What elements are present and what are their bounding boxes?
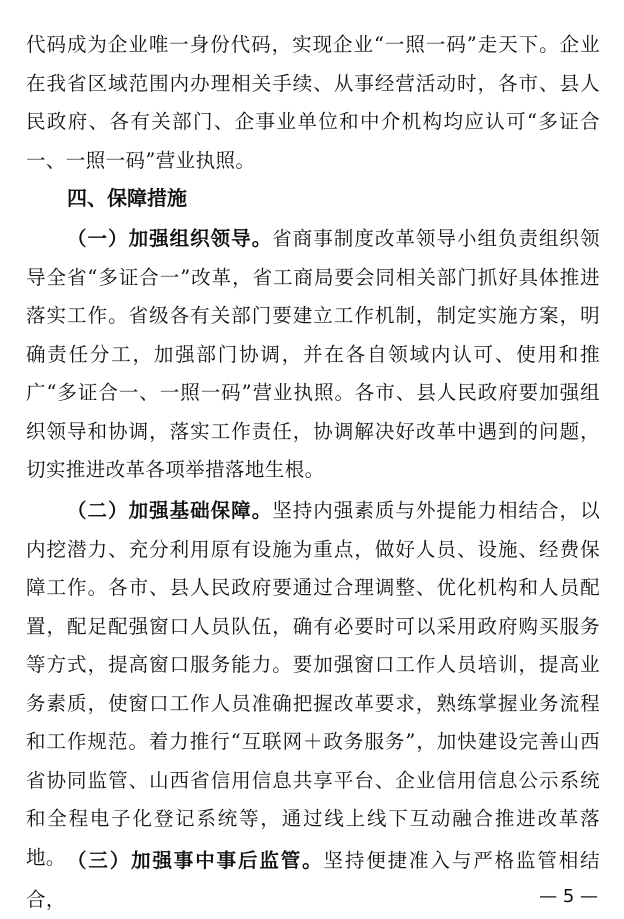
paragraph-intro-text: 代码成为企业唯一身份代码，实现企业“一照一码”走天下。企业在我省区域范围内办理相关手续、从事经营活动时，各市、县人民政府、各有关部门、企事业单位和中介机构均应认可“多证合一、一照一码”营业执照。 [26,33,600,172]
item-1-text: 省商事制度改革领导小组负责组织领导全省“多证合一”改革，省工商局要会同相关部门抓好具体推进落实工作。省级各有关部门要建立工作机制，制定实施方案，明确责任分工，加强部门协调，并在各自领域内认可、使用和推广“多证合一、一照一码”营业执照。各市、县人民政府要加强组织领导和协调，落实工作责任，协调解决好改革中遇到的问题，切实推进改革各项举措落地生根。 [26,227,600,481]
page-number: — 5 — [539,886,598,907]
section-heading: 四、保障措施 [67,186,187,210]
paragraph-item-3 [26,842,600,919]
item-3-text: 坚持便捷准入与严格监管相结合， [26,849,600,911]
item-3-title: （三）加强事中事后监管。 [67,849,324,872]
paragraph-item-2 [26,492,600,877]
item-1-title: （一）加强组织领导。 [67,227,273,250]
paragraph-intro [26,26,600,180]
item-2-title: （二）加强基础保障。 [67,499,273,522]
paragraph-item-1 [26,220,600,490]
item-2-text: 坚持内强素质与外提能力相结合，以内挖潜力、充分利用原有设施为重点，做好人员、设施、经费保障工作。各市、县人民政府要通过合理调整、优化机构和人员配置，配足配强窗口人员队伍，确有必要时可以采用政府购买服务等方式，提高窗口服务能力。要加强窗口工作人员培训，提高业务素质，使窗口工作人员准确把握改革要求，熟练掌握业务流程和工作规范。着力推行“互联网＋政务服务”，加快建设完善山西省协同监管、山西省信用信息共享平台、企业信用信息公示系统和全程电子化登记系统等，通过线上线下互动融合推进改革落地。 [26,499,600,869]
